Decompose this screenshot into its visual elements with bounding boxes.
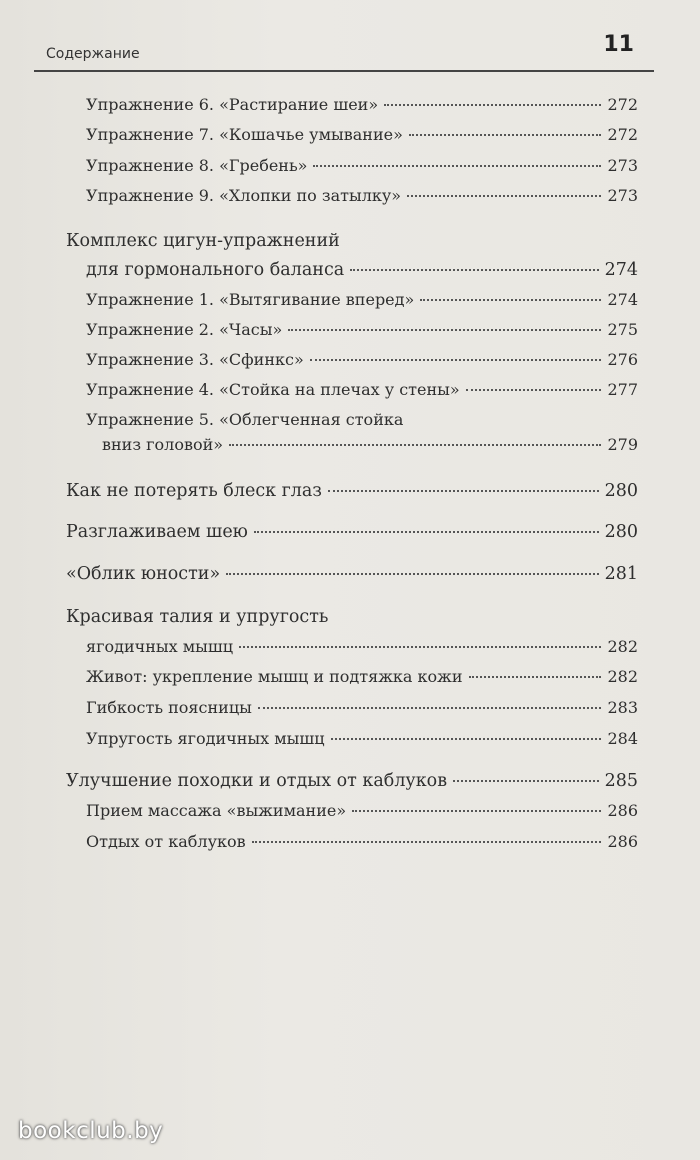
leader-dots [252,841,602,843]
leader-dots [407,195,601,197]
leader-dots [469,676,602,678]
toc-entry [86,666,638,688]
toc-entry-title: вниз головой» [102,435,224,454]
leader-dots [226,573,598,575]
leader-dots [313,165,601,167]
toc-entry [86,94,638,116]
toc-entry-title: Гибкость поясницы [86,698,252,717]
toc-entry [102,434,638,456]
toc-entry [86,800,638,822]
toc-entry-title: Улучшение походки и отдых от каблуков [66,771,448,791]
toc-entry [86,289,638,311]
toc-entry-page: 274 [607,290,638,309]
toc-entry [86,636,638,658]
toc-entry [86,379,638,401]
toc-entry [86,259,638,281]
toc-entry [86,697,638,719]
leader-dots [384,104,601,106]
toc-entry-page: 276 [607,350,638,369]
toc-entry-title: Упражнение 7. «Кошачье умывание» [86,125,403,144]
page-number: 11 [603,32,634,57]
toc-entry-title: Упражнение 3. «Сфинкс» [86,350,304,369]
leader-dots [258,707,602,709]
toc-entry-title: Разглаживаем шею [66,522,248,542]
leader-dots [328,490,599,492]
toc-entry-page: 275 [607,320,638,339]
toc-entry-title: Упражнение 4. «Стойка на плечах у стены» [86,380,460,399]
leader-dots [466,389,602,391]
leader-dots [239,646,601,648]
leader-dots [453,780,599,782]
toc-entry-page: 279 [607,435,638,454]
toc-entry-title: Живот: укрепление мышц и подтяжка кожи [86,667,463,686]
toc-entry-title: Упражнение 6. «Растирание шеи» [86,95,379,114]
toc-entry-page: 273 [607,186,638,205]
running-head: Содержание [46,46,140,62]
toc-entry-title: для гормонального баланса [86,260,345,280]
toc-entry-page: 274 [604,260,638,280]
header-rule [34,70,654,72]
leader-dots [254,531,599,533]
leader-dots [409,134,602,136]
toc-entry-title: ягодичных мышц [86,637,234,656]
toc-entry-title: Упругость ягодичных мышц [86,729,325,748]
toc-entry-title-line1: Упражнение 5. «Облегченная стойка [86,410,404,429]
toc-entry-title: Отдых от каблуков [86,832,246,851]
toc-entry [66,480,638,502]
toc-entry-page: 284 [607,729,638,748]
toc-entry-title: Упражнение 1. «Вытягивание вперед» [86,290,415,309]
toc-entry-title-line1: Красивая талия и упругость [66,607,329,627]
leader-dots [350,269,598,271]
toc-entry-title: «Облик юности» [66,564,221,584]
toc-entry-title-line1: Комплекс цигун-упражнений [66,231,340,251]
toc-entry-page: 282 [607,637,638,656]
toc-entry-title: Прием массажа «выжимание» [86,801,347,820]
toc-entry [66,770,638,792]
toc-entry-page: 272 [607,125,638,144]
toc-entry-title: Как не потерять блеск глаз [66,481,322,501]
toc-entry-page: 285 [604,771,638,791]
toc-entry-page: 280 [604,481,638,501]
leader-dots [331,738,602,740]
toc-entry [86,728,638,750]
toc-entry-page: 282 [607,667,638,686]
toc-entry [86,349,638,371]
toc-entry [86,185,638,207]
toc-entry-page: 272 [607,95,638,114]
leader-dots [229,444,601,446]
toc-entry-page: 277 [607,380,638,399]
leader-dots [420,299,601,301]
leader-dots [310,359,602,361]
toc-entry [66,563,638,585]
toc-entry-page: 286 [607,801,638,820]
toc-entry [86,319,638,341]
toc-entry-title: Упражнение 9. «Хлопки по затылку» [86,186,402,205]
toc-entry-page: 281 [604,564,638,584]
leader-dots [352,810,601,812]
toc-entry-page: 273 [607,156,638,175]
toc-entry-page: 286 [607,832,638,851]
toc-entry-title: Упражнение 8. «Гребень» [86,156,308,175]
toc-entry-page: 280 [604,522,638,542]
watermark: bookclub.by [18,1118,164,1144]
toc-entry [86,831,638,853]
toc-entry [66,521,638,543]
toc-entry-title: Упражнение 2. «Часы» [86,320,283,339]
toc-entry [86,124,638,146]
leader-dots [288,329,601,331]
toc-entry [86,155,638,177]
toc-entry-page: 283 [607,698,638,717]
